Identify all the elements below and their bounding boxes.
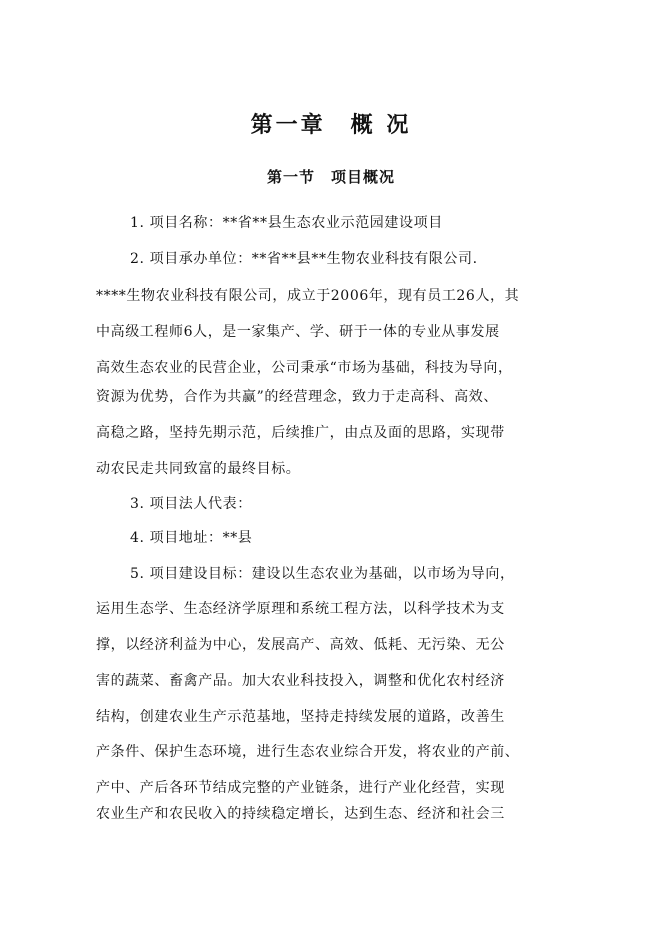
paragraph-line: 高效生态农业的民营企业，公司秉承“市场为基础，科技为导向， [96, 360, 513, 376]
paragraph-line: 产条件、保护生态环境，进行生态农业综合开发，将农业的产前、 [96, 744, 520, 760]
item-project-name: 1. 项目名称：**省**县生态农业示范园建设项目 [130, 215, 443, 231]
paragraph-line: 农业生产和农民收入的持续稳定增长，达到生态、经济和社会三 [96, 806, 505, 822]
paragraph-line: ****生物农业科技有限公司，成立于2006年，现有员工26人，其 [96, 288, 520, 304]
paragraph-line: 动农民走共同致富的最终目标。 [96, 461, 301, 477]
paragraph-line: 结构，创建农业生产示范基地，坚持走持续发展的道路，改善生 [96, 709, 505, 725]
paragraph-line: 中高级工程师6人，是一家集产、学、研于一体的专业从事发展 [96, 324, 500, 340]
paragraph-line: 资源为优势，合作为共赢”的经营理念，致力于走高科、高效、 [96, 389, 498, 405]
paragraph-line: 害的蔬菜、畜禽产品。加大农业科技投入，调整和优化农村经济 [96, 673, 505, 689]
paragraph-line: 撑，以经济利益为中心，发展高产、高效、低耗、无污染、无公 [96, 637, 505, 653]
paragraph-line: 高稳之路，坚持先期示范，后续推广，由点及面的思路，实现带 [96, 425, 505, 441]
item-undertaking-unit: 2. 项目承办单位：**省**县**生物农业科技有限公司. [130, 251, 478, 267]
section-title: 第一节 项目概况 [266, 168, 395, 186]
paragraph-line: 运用生态学、生态经济学原理和系统工程方法，以科学技术为支 [96, 601, 505, 617]
item-construction-goal: 5. 项目建设目标：建设以生态农业为基础，以市场为导向， [130, 566, 515, 582]
chapter-title: 第一章 概 况 [250, 112, 412, 138]
item-legal-representative: 3. 项目法人代表： [130, 496, 252, 512]
paragraph-line: 产中、产后各环节结成完整的产业链条，进行产业化经营，实现 [96, 780, 505, 796]
item-project-address: 4. 项目地址：**县 [130, 530, 253, 546]
